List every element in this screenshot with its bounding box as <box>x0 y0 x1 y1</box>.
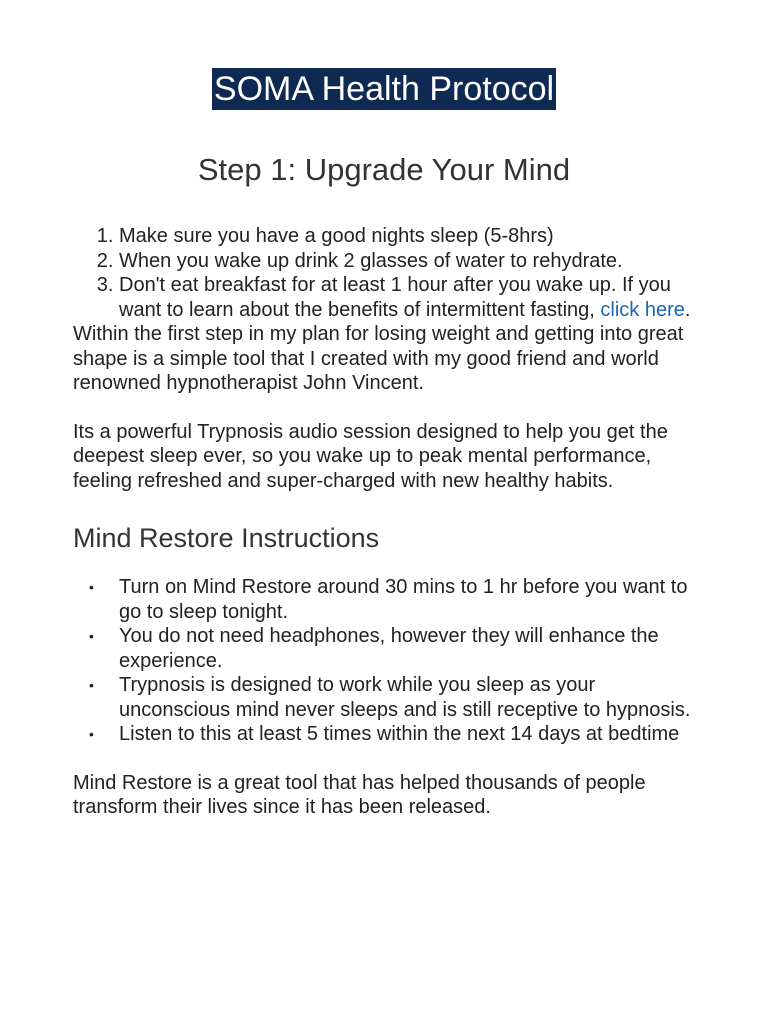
list-item <box>89 624 703 673</box>
document-title: SOMA Health Protocol <box>213 70 555 108</box>
bullet-icon: • <box>89 579 94 595</box>
list-item <box>89 673 703 722</box>
step-text: When you wake up drink 2 glasses of water to rehydrate. <box>119 249 623 272</box>
bullet-icon: • <box>89 677 94 693</box>
list-item <box>119 224 703 249</box>
intermittent-fasting-link[interactable]: click here <box>600 298 685 321</box>
bullet-icon: • <box>89 726 94 742</box>
paragraph-plan-intro: Within the first step in my plan for losing weight and getting into great shape is a simple tool that I created with my good friend and world renowned hypnotherapist John Vincent. <box>73 323 684 394</box>
title-wrapper <box>0 68 768 110</box>
step-text: Don't eat breakfast for at least 1 hour after you wake up. If you want to learn about the benefits of intermittent fasting, <box>119 274 671 321</box>
document-content <box>73 224 703 820</box>
paragraph-trypnosis: Its a powerful Trypnosis audio session designed to help you get the deepest sleep ever, so you wake up to peak mental performance, feeling refreshed and super-charged with new healthy habits. <box>73 420 668 492</box>
instruction-text: Listen to this at least 5 times within the next 14 days at bedtime <box>119 723 680 745</box>
steps-list <box>73 224 703 322</box>
list-item <box>119 273 703 322</box>
paragraph-mind-restore: Mind Restore is a great tool that has helped thousands of people transform their lives since it has been released. <box>73 771 646 818</box>
instruction-text: Trypnosis is designed to work while you sleep as your unconscious mind never sleeps and is still receptive to hypnosis. <box>119 674 691 721</box>
step-heading: Step 1: Upgrade Your Mind <box>197 152 571 187</box>
list-item <box>119 249 703 274</box>
instructions-list <box>73 575 703 747</box>
list-item <box>89 722 703 747</box>
instructions-heading: Mind Restore Instructions <box>73 523 380 553</box>
bullet-icon: • <box>89 628 94 644</box>
step-text-end: . <box>684 298 691 321</box>
list-item <box>89 575 703 624</box>
instruction-text: You do not need headphones, however they will enhance the experience. <box>119 625 659 672</box>
step-text: Make sure you have a good nights sleep (5-8hrs) <box>119 225 554 247</box>
instruction-text: Turn on Mind Restore around 30 mins to 1 hr before you want to go to sleep tonight. <box>119 576 688 623</box>
